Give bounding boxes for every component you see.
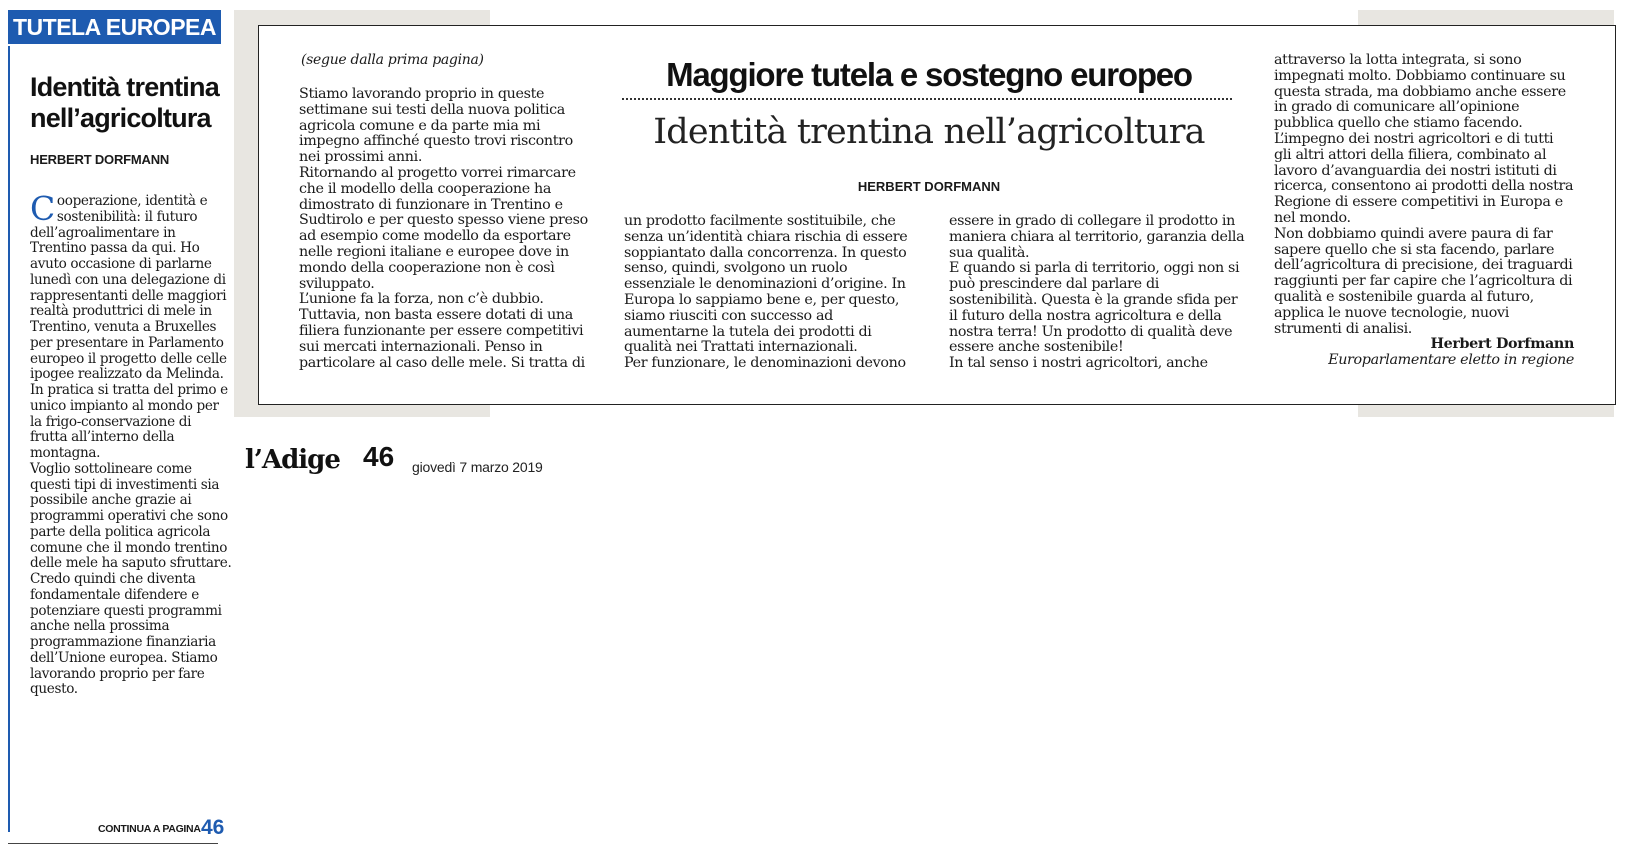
left-article-author: HERBERT DORFMANN: [30, 152, 170, 167]
publication-date: giovedì 7 marzo 2019: [412, 459, 543, 475]
headline-dotted-rule: [622, 98, 1232, 100]
section-tag: TUTELA EUROPEA: [8, 10, 221, 44]
left-paragraph-1: [30, 189, 232, 383]
col2-paragraph-2: Per funzionare, le denominazioni devono: [624, 355, 906, 372]
article-headline: Maggiore tutela e sostegno europeo: [666, 56, 1192, 93]
col4-paragraph-2: Non dobbiamo quindi avere paura di far sapere quello che si sta facendo, parlare dell’agricoltura di precisione, dei traguardi raggiunti per far capire che l’agricoltura di qualità e sostenibile guarda al futuro, applica le nuove tecnologie, nuovi strumenti di analisi.: [1274, 225, 1573, 337]
article-column-4: [1274, 53, 1574, 369]
left-paragraph-1-text: ooperazione, identità e sostenibilità: il futuro dell’agroalimentare in Trentino passa da qui. Ho avuto occasione di parlarne lunedì con una delegazione di rappresentanti delle maggiori realtà produttrici di mele in Trentino, venuta a Bruxelles per presentare in Parlamento europeo il progetto delle celle ipogee realizzato da Melinda.: [30, 193, 227, 383]
article-subheadline: Identità trentina nell’agricoltura: [653, 112, 1205, 152]
col3-paragraph-3: In tal senso i nostri agricoltori, anche: [949, 355, 1208, 372]
article-signature-role: Europarlamentare eletto in regione: [1328, 352, 1574, 369]
article-column-1: [299, 87, 594, 371]
col1-paragraph-3: L’unione fa la forza, non c’è dubbio. Tuttavia, non basta essere dotati di una filiera funzionante per essere competitivi sui mercati internazionali. Penso in particolare al caso delle mele. Si tratta di: [299, 291, 585, 371]
left-column: [8, 10, 232, 839]
col2-paragraph-1: un prodotto facilmente sostituibile, che senza un’identità chiara rischia di essere soppiantato dalla concorrenza. In questo senso, quindi, svolgono un ruolo essenziale le denominazioni d’origine. In Europa lo sappiamo bene e, per questo, siamo riusciti con successo ad aumentarne la tutela dei prodotti di qualità nei Trattati internazionali.: [624, 213, 908, 356]
left-vertical-rule: [8, 46, 10, 832]
col1-paragraph-2: Ritornando al progetto vorrei rimarcare che il modello della cooperazione ha dimostrato di funzionare in Trentino e Sudtirolo e per questo spesso viene preso ad esempio come modello da esportare nelle regioni italiane e europee dove in mondo della cooperazione non è così sviluppato.: [299, 164, 588, 292]
col3-paragraph-1: essere in grado di collegare il prodotto in maniera chiara al territorio, garanzia della sua qualità.: [949, 213, 1245, 261]
col1-paragraph-1: Stiamo lavorando proprio in queste settimane sui testi della nuova politica agricola comune e da parte mia mi impegno affinché questo trovi riscontro nei prossimi anni.: [299, 86, 573, 166]
article-signature: Herbert Dorfmann: [1430, 336, 1574, 353]
segue-note: (segue dalla prima pagina): [301, 52, 484, 68]
continua-page-number: 46: [201, 816, 225, 839]
article-byline: HERBERT DORFMANN: [857, 179, 1001, 194]
dropcap: C: [30, 189, 55, 228]
article-column-3: [949, 214, 1247, 372]
left-paragraph-3: Voglio sottolineare come questi tipi di investimenti sia possibile anche grazie ai programmi operativi che sono parte della politica agricola comune che il mondo trentino delle mele ha saputo sfruttare. Credo quindi che diventa fondamentale difendere e potenziare questi programmi anche nella prossima programmazione finanziaria dell’Unione europea. Stiamo lavorando proprio per fare questo.: [30, 460, 232, 698]
page-number: 46: [363, 441, 395, 472]
left-article-title: Identità trentina nell’agricoltura: [30, 72, 219, 133]
left-paragraph-2: In pratica si tratta del primo e unico impianto al mondo per la frigo-conservazione di frutta all’interno della montagna.: [30, 382, 228, 461]
newspaper-logo: l’Adige: [245, 445, 340, 475]
article-column-2: [624, 214, 919, 372]
article-box: [258, 25, 1616, 405]
col4-paragraph-1: attraverso la lotta integrata, si sono impegnati molto. Dobbiamo continuare su questa strada, ma dobbiamo anche essere in grado di comunicare all’opinione pubblica quello che stiamo facendo. L’impegno dei nostri agricoltori e di tutti gli altri attori della filiera, combinato al lavoro d’avanguardia dei nostri istituti di ricerca, consentono ai prodotti della nostra Regione di essere competitivi in Europa e nel mondo.: [1274, 52, 1574, 226]
continua-label: CONTINUA A PAGINA: [98, 823, 201, 835]
col3-paragraph-2: E quando si parla di territorio, oggi non si può prescindere dal parlare di sostenibilità. Questa è la grande sfida per il futuro della nostra agricoltura e della nostra terra! Un prodotto di qualità deve essere anche sostenibile!: [949, 260, 1240, 356]
left-article-body: [30, 189, 232, 698]
